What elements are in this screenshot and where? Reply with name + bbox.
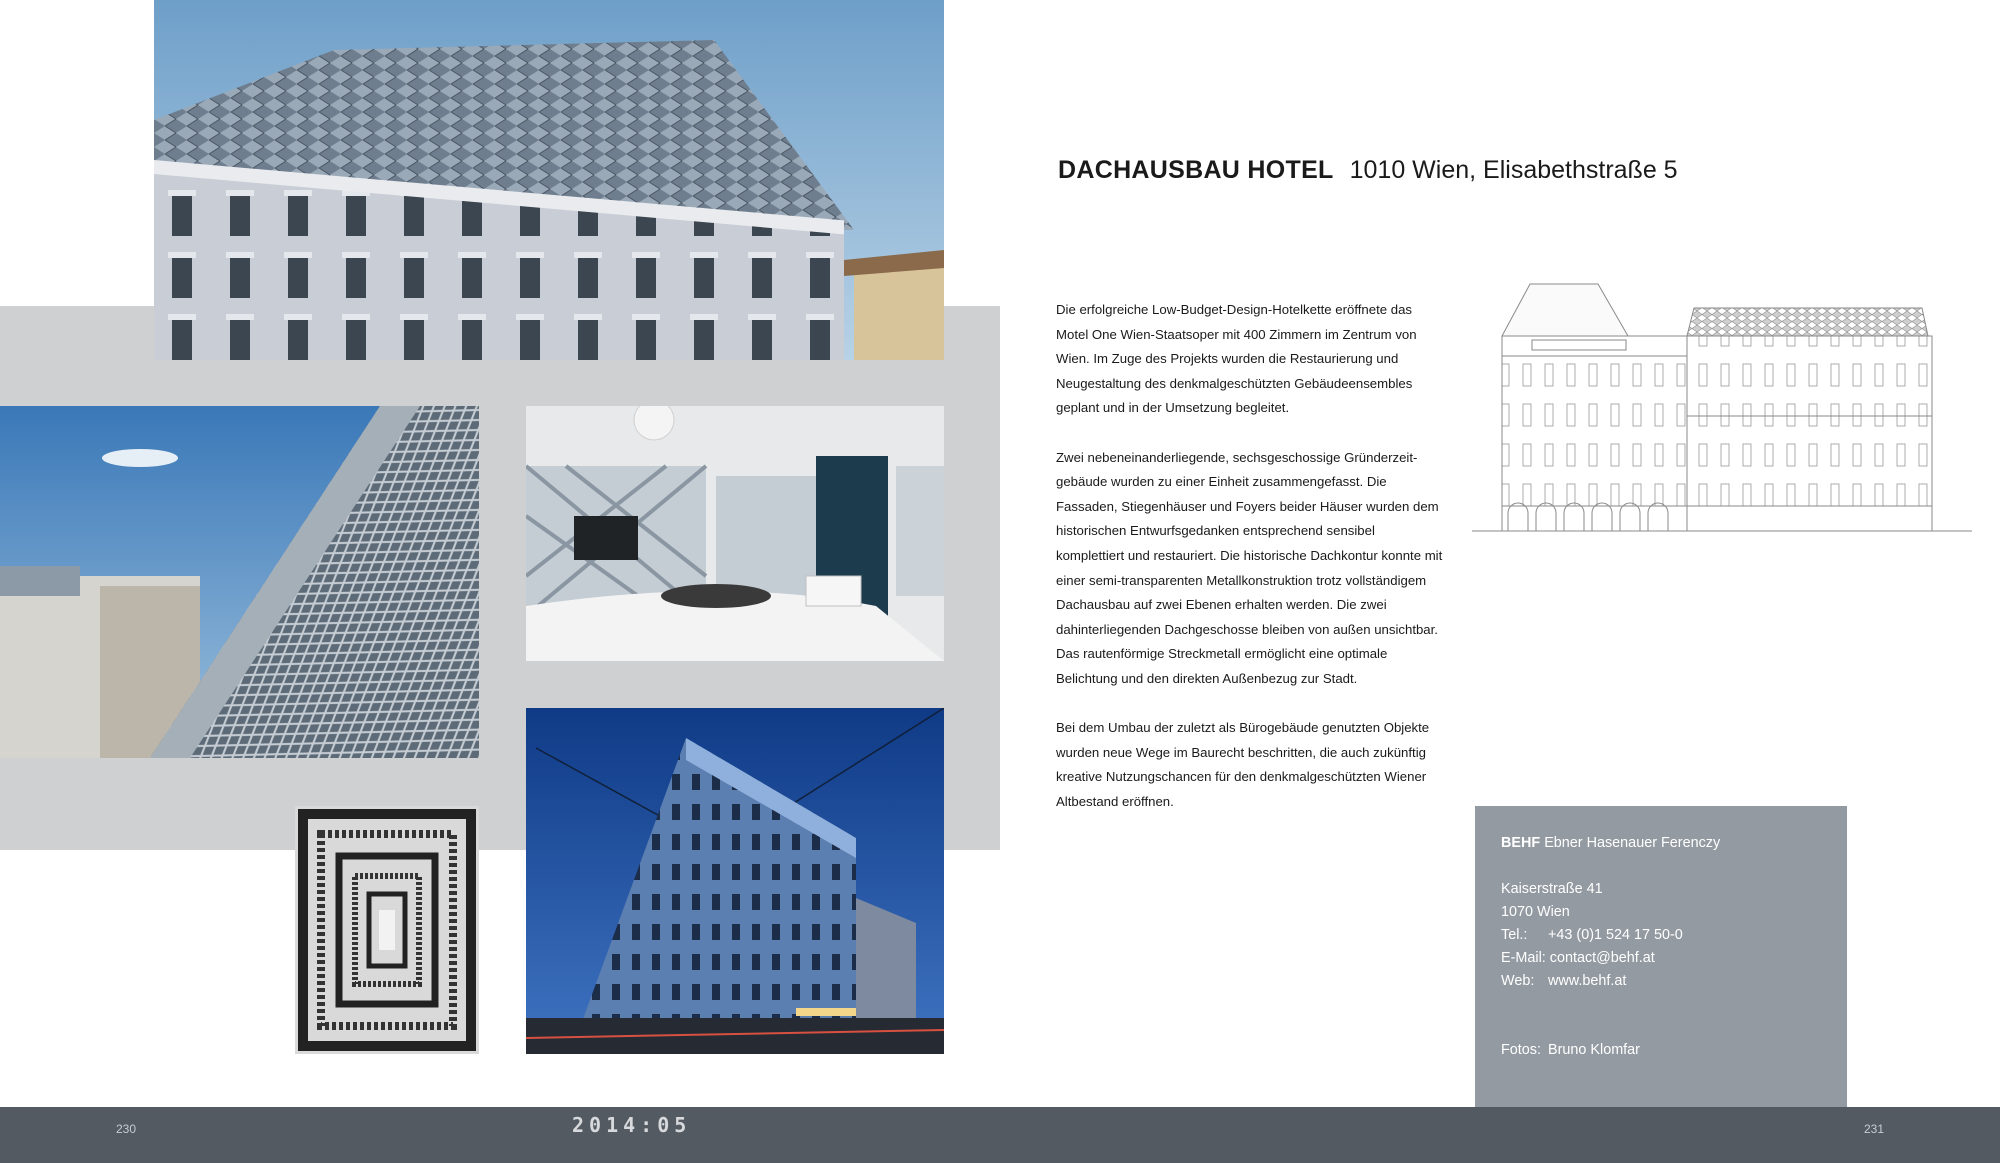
article-paragraph: Bei dem Umbau der zuletzt als Bürogebäude genutzten Objekte wurden neue Wege im Baurecht beschritten, die auch zukünftig kreative Nutzungschancen für den denkmalgeschützten Wiener Altbestand eröffnen. bbox=[1056, 720, 1430, 809]
firm-city: 1070 Wien bbox=[1501, 904, 1570, 920]
hotel-room-photo bbox=[526, 406, 944, 661]
firm-email bbox=[1501, 947, 1831, 970]
article-paragraph: Zwei nebeneinanderliegende, sechsgeschossige Gründerzeit-gebäude wurden zu einer Einheit zusammengefasst. Die Fassaden, Stiegenhäuser und Foyers beider Häuser wurden dem historischen Entwurfsgedanken entsprechend sensibel komplettiert und restauriert. Die historische Dachkontur konnte mit einer semi-transparenten Metallkonstruktion trotz vollständigem Dachausbau auf zwei Ebenen erhalten werden. Die zwei dahinterliegenden Dachgeschosse bleiben von außen unsichtbar. Das rautenförmige Streckmetall ermöglicht eine optimale Belichtung und den direkten Außenbezug zur Stadt. bbox=[1056, 449, 1443, 686]
article-title: DACHAUSBAU HOTEL bbox=[1058, 156, 1334, 184]
firm-web bbox=[1501, 970, 1831, 993]
article-body bbox=[1056, 298, 1446, 839]
roof-facade-photo bbox=[154, 0, 944, 360]
staircase-photo bbox=[295, 806, 479, 1054]
firm-abbr: BEHF bbox=[1501, 835, 1541, 851]
web-label: Web: bbox=[1501, 973, 1535, 989]
email-label: E-Mail: bbox=[1501, 950, 1546, 966]
issue-number: 2014:05 bbox=[572, 1113, 692, 1137]
article-address: 1010 Wien, Elisabethstraße 5 bbox=[1349, 156, 1678, 184]
firm-street: Kaiserstraße 41 bbox=[1501, 881, 1603, 897]
elevation-drawing bbox=[1472, 276, 1972, 536]
tel-value: +43 (0)1 524 17 50-0 bbox=[1548, 927, 1683, 943]
photos-label: Fotos: bbox=[1501, 1042, 1541, 1058]
footer-bar bbox=[0, 1107, 2000, 1163]
email-value[interactable]: contact@behf.at bbox=[1549, 950, 1655, 966]
mesh-roof-detail-photo bbox=[0, 406, 479, 758]
web-value[interactable]: www.behf.at bbox=[1548, 973, 1627, 989]
article-paragraph: Die erfolgreiche Low-Budget-Design-Hotelkette eröffnete das Motel One Wien-Staatsoper mit 400 Zimmern im Zentrum von Wien. Im Zuge des Projekts wurden die Restaurierung und Neugestaltung des denkmalgeschützten Gebäudeensembles geplant und in der Umsetzung begleitet. bbox=[1056, 302, 1417, 416]
page-number-left: 230 bbox=[116, 1122, 137, 1136]
firm-tel bbox=[1501, 924, 1831, 947]
page-number-right: 231 bbox=[1864, 1122, 1885, 1136]
photo-credit bbox=[1501, 1039, 1831, 1062]
firm-line bbox=[1501, 832, 1831, 855]
firm-name: Ebner Hasenauer Ferenczy bbox=[1544, 835, 1721, 851]
night-facade-photo bbox=[526, 708, 944, 1054]
article-heading bbox=[1058, 156, 1678, 185]
tel-label: Tel.: bbox=[1501, 927, 1528, 943]
photos-value: Bruno Klomfar bbox=[1548, 1042, 1640, 1058]
